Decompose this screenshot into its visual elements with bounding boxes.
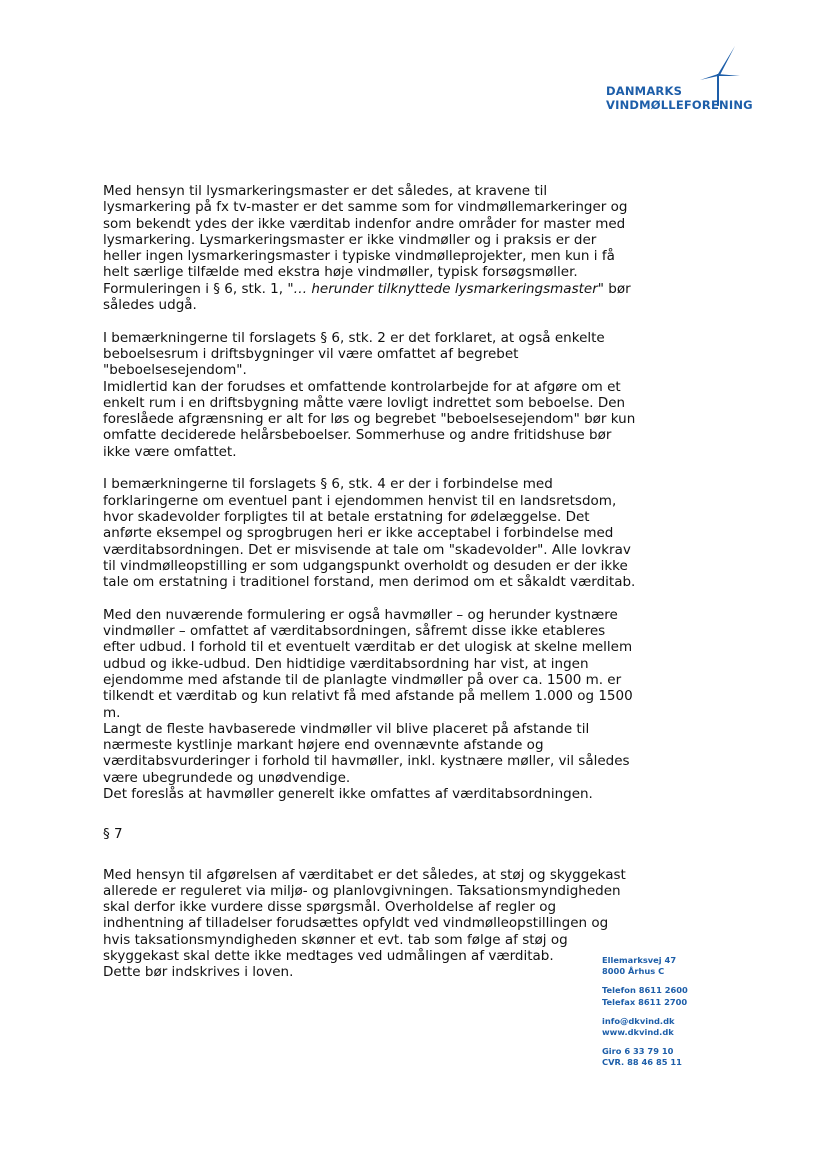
text-line: heller ingen lysmarkeringsmaster i typiske vindmølleprojekter, men kun i få	[103, 248, 615, 265]
text-line: nærmeste kystlinje markant højere end ovennævnte afstande og	[103, 737, 544, 754]
text-line: Med hensyn til lysmarkeringsmaster er det således, at kravene til	[103, 183, 548, 199]
text-line: vindmøller – omfattet af værditabsordningen, såfremt disse ikke etableres	[103, 623, 606, 640]
text-line: skal derfor ikke vurdere disse spørgsmål. Overholdelse af regler og	[103, 899, 557, 916]
text-line: Med den nuværende formulering er også havmøller – og herunder kystnære	[103, 606, 618, 623]
text-line: efter udbud. I forhold til et eventuelt værditab er det ulogisk at skelne mellem	[103, 639, 633, 656]
paragraph-havmoeller	[103, 606, 633, 803]
wind-turbine-icon	[698, 44, 742, 106]
text-line: allerede er reguleret via miljø- og planlovgivningen. Taksationsmyndigheden	[103, 882, 621, 899]
text-line: Langt de fleste havbaserede vindmøller vil blive placeret på afstande til	[103, 720, 590, 737]
text-line: ejendomme med afstande til de planlagte vindmøller på over ca. 1500 m. er	[103, 671, 622, 688]
text-line: som bekendt ydes der ikke værditab indenfor andre områder for master med	[103, 215, 626, 232]
text-line: enkelt rum i en driftsbygning måtte være lovligt indrettet som beboelse. Den	[103, 394, 626, 411]
text-line: m.	[103, 704, 121, 721]
text-line: således udgå.	[103, 297, 197, 314]
address-block	[602, 955, 688, 977]
text-line: anførte eksempel og sprogbrugen heri er ikke acceptabel i forbindelse med	[103, 525, 614, 542]
text-line: Imidlertid kan der forudses et omfattende kontrolarbejde for at afgøre om et	[103, 378, 621, 395]
text-line: forklaringerne om eventuel pant i ejendommen henvist til en landsretsdom,	[103, 492, 617, 509]
registration-block	[602, 1046, 688, 1068]
text-line: helt særlige tilfælde med ekstra høje vindmøller, typisk forsøgsmøller.	[103, 264, 578, 281]
paragraph-paragraf-7	[103, 866, 626, 981]
contact-info	[602, 955, 688, 1077]
phone-block	[602, 985, 688, 1007]
text-line: skyggekast skal dette ikke medtages ved udmålingen af værditab.	[103, 948, 554, 965]
text-line: I bemærkningerne til forslagets § 6, stk. 4 er der i forbindelse med	[103, 476, 553, 493]
text-line: værditabsordningen. Det er misvisende at tale om "skadevolder". Alle lovkrav	[103, 541, 631, 558]
paragraph-skadevolder	[103, 476, 636, 591]
paragraph-lysmarkering	[103, 183, 631, 314]
text-line: hvor skadevolder forpligtes til at betale erstatning for ødelæggelse. Det	[103, 508, 590, 525]
text-line: lysmarkering. Lysmarkeringsmaster er ikke vindmøller og i praksis er der	[103, 231, 597, 248]
text-line: lysmarkering på fx tv-master er det samme som for vindmøllemarkeringer og	[103, 199, 628, 216]
fax-number: Telefax 8611 2700	[602, 996, 688, 1007]
text-line: være ubegrundede og unødvendige.	[103, 769, 351, 786]
phone-number: Telefon 8611 2600	[602, 985, 688, 996]
text-line: udbud og ikke-udbud. Den hidtidige værditabsordning har vist, at ingen	[103, 655, 589, 672]
text-line: beboelsesrum i driftsbygninger vil være omfattet af begrebet	[103, 345, 519, 362]
address-city: 8000 Århus C	[602, 966, 665, 977]
logo-text-vindmoelleforening: VINDMØLLEFORENING	[606, 98, 753, 112]
text-line: til vindmølleopstilling er som udgangspunkt overholdt og desuden er der ikke	[103, 557, 628, 574]
text-line: Dette bør indskrives i loven.	[103, 964, 294, 981]
text-line: Det foreslås at havmøller generelt ikke omfattes af værditabsordningen.	[103, 785, 593, 802]
text-line: Med hensyn til afgørelsen af værditabet er det således, at støj og skyggekast	[103, 866, 626, 883]
text-line: hvis taksationsmyndigheden skønner et evt. tab som følge af støj og	[103, 931, 568, 948]
text-line: I bemærkningerne til forslagets § 6, stk. 2 er det forklaret, at også enkelte	[103, 329, 605, 346]
formulation-quote: "… herunder tilknyttede lysmarkeringsmaster"	[287, 280, 604, 297]
paragraph-beboelsesejendom	[103, 329, 636, 460]
text-line: tale om erstatning i traditionel forstand, men derimod om et såkaldt værditab.	[103, 574, 636, 591]
text-line: værditabsvurderinger i forhold til havmøller, inkl. kystnære møller, vil således	[103, 753, 630, 770]
text-line: foreslåede afgrænsning er alt for løs og begrebet "beboelsesejendom" bør kun	[103, 411, 636, 428]
address-street: Ellemarksvej 47	[602, 955, 677, 965]
text-line: indhentning af tilladelser forudsættes opfyldt ved vindmølleopstillingen og	[103, 915, 609, 932]
email-address: info@dkvind.dk	[602, 1015, 675, 1026]
danmarks-vindmoelleforening-logo	[600, 44, 760, 116]
text-line: "beboelsesejendom".	[103, 362, 247, 379]
cvr-number: CVR. 88 46 85 11	[602, 1057, 682, 1068]
logo-text-danmarks: DANMARKS	[606, 84, 683, 98]
text-line: ikke være omfattet.	[103, 443, 237, 460]
formulation-prefix: Formuleringen i § 6, stk. 1,	[103, 280, 288, 297]
giro-number: Giro 6 33 79 10	[602, 1046, 674, 1057]
website-url: www.dkvind.dk	[602, 1027, 674, 1038]
text-line: tilkendt et værditab og kun relativt få med afstande på mellem 1.000 og 1500	[103, 688, 633, 705]
formulation-suffix: bør	[603, 280, 631, 297]
text-line: omfatte deciderede helårsbeboelser. Sommerhuse og andre fritidshuse bør	[103, 427, 612, 444]
web-block	[602, 1016, 688, 1038]
section-heading-7: § 7	[103, 826, 123, 843]
formulation-line	[103, 280, 631, 297]
